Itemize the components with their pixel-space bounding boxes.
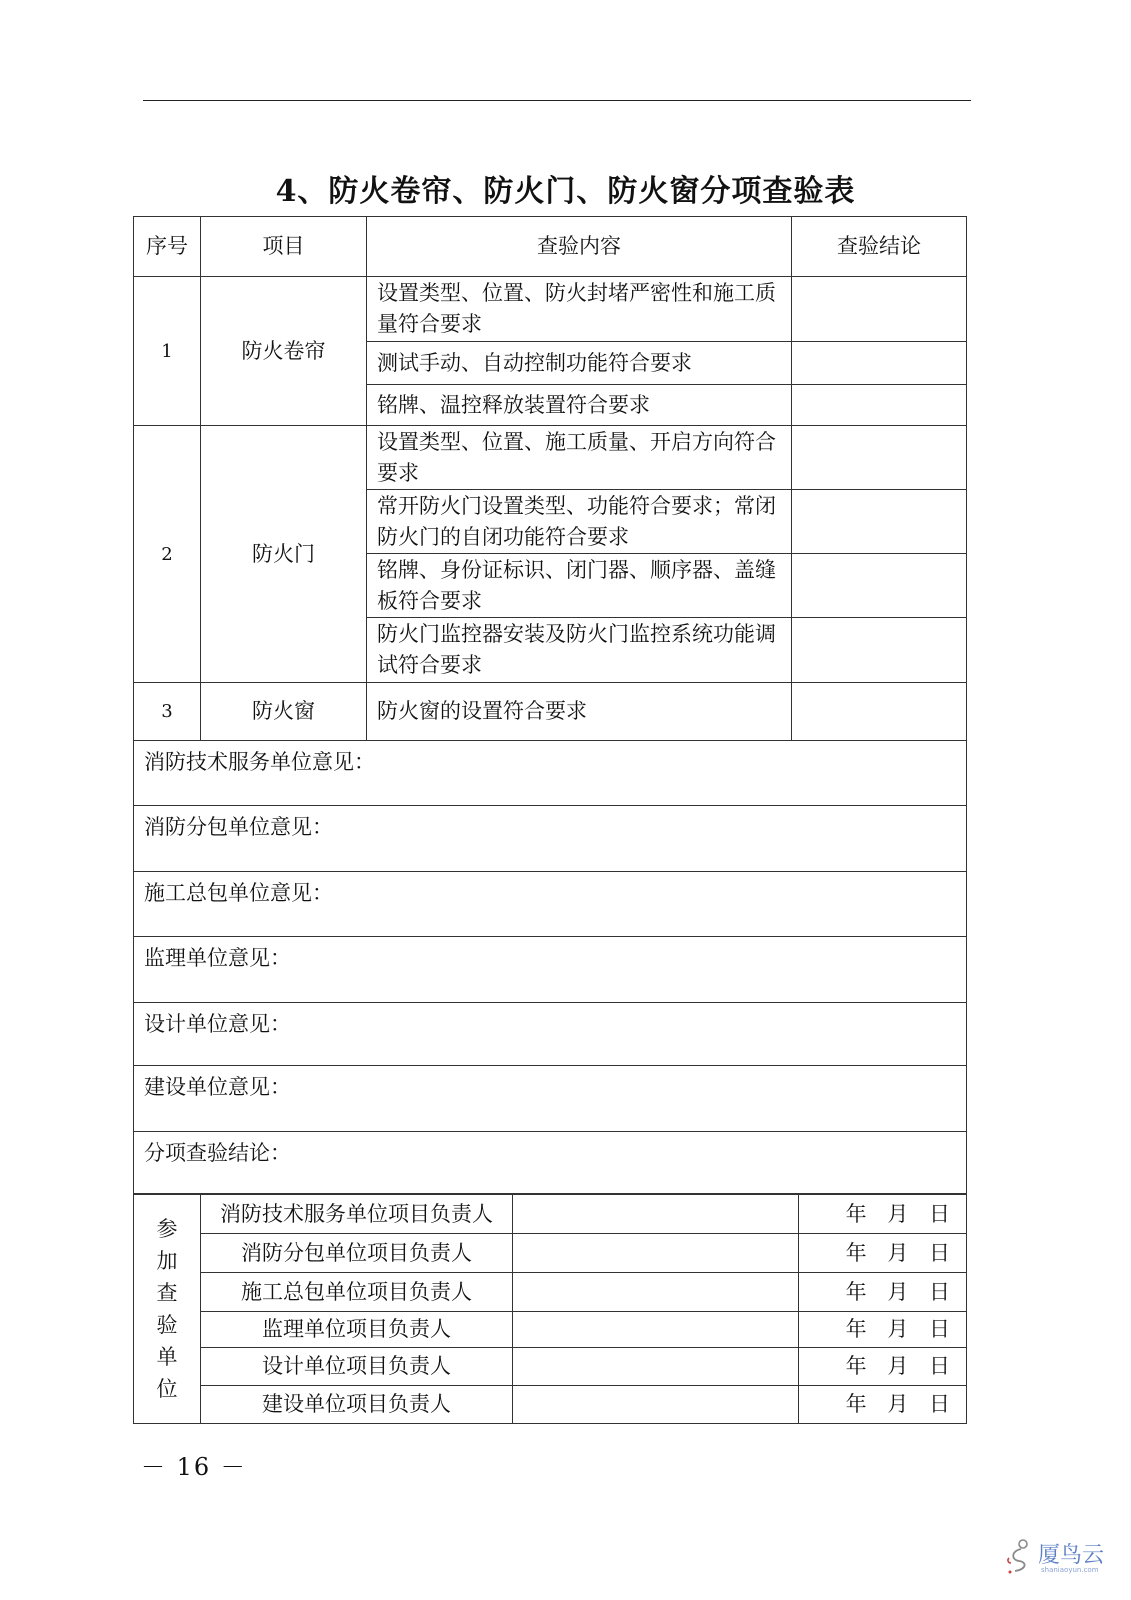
conclusion-cell[interactable]: [792, 490, 967, 554]
signer-role: 监理单位项目负责人: [201, 1312, 513, 1348]
opinion-design[interactable]: 设计单位意见：: [134, 1003, 967, 1066]
signature-field[interactable]: [513, 1386, 799, 1424]
watermark-text: 厦鸟云: [1038, 1543, 1105, 1568]
header-cell-conclusion: 查验结论: [792, 217, 967, 277]
page-title: 4、防火卷帘、防火门、防火窗分项查验表: [275, 174, 856, 209]
row-content: 测试手动、自动控制功能符合要求: [367, 342, 792, 385]
conclusion-cell[interactable]: [792, 683, 967, 741]
inspection-table: [133, 216, 967, 1194]
opinion-general-contractor[interactable]: 施工总包单位意见：: [134, 872, 967, 937]
row-item: 防火窗: [201, 683, 367, 741]
signature-table: [133, 1194, 967, 1424]
date-field[interactable]: 年 月 日: [799, 1312, 967, 1348]
conclusion-cell[interactable]: [792, 426, 967, 490]
table-row: [134, 426, 967, 490]
watermark: [1005, 1536, 1105, 1582]
signer-role: 消防分包单位项目负责人: [201, 1234, 513, 1273]
row-content: 设置类型、位置、施工质量、开启方向符合要求: [367, 426, 792, 490]
conclusion-cell[interactable]: [792, 618, 967, 683]
signature-field[interactable]: [513, 1348, 799, 1386]
table-row: [134, 277, 967, 342]
date-field[interactable]: 年 月 日: [799, 1348, 967, 1386]
header-cell-content: 查验内容: [367, 217, 792, 277]
signature-row: [134, 1195, 967, 1234]
conclusion-cell[interactable]: [792, 554, 967, 618]
opinion-fire-subcontractor[interactable]: 消防分包单位意见：: [134, 806, 967, 872]
bird-logo-icon: [1005, 1536, 1037, 1576]
date-field[interactable]: 年 月 日: [799, 1195, 967, 1234]
conclusion-cell[interactable]: [792, 385, 967, 426]
row-item: 防火门: [201, 426, 367, 683]
conclusion-cell[interactable]: [792, 277, 967, 342]
header-cell-item: 项目: [201, 217, 367, 277]
row-content: 设置类型、位置、防火封堵严密性和施工质量符合要求: [367, 277, 792, 342]
signature-row: [134, 1348, 967, 1386]
signature-row: [134, 1273, 967, 1312]
row-item: 防火卷帘: [201, 277, 367, 426]
signature-field[interactable]: [513, 1195, 799, 1234]
signature-field[interactable]: [513, 1273, 799, 1312]
signer-role: 设计单位项目负责人: [201, 1348, 513, 1386]
participating-units-label: 参 加 查 验 单 位: [134, 1195, 201, 1424]
signer-role: 建设单位项目负责人: [201, 1386, 513, 1424]
header-rule: [143, 100, 971, 101]
row-no: 1: [134, 277, 201, 426]
row-content: 防火门监控器安装及防火门监控系统功能调试符合要求: [367, 618, 792, 683]
signature-field[interactable]: [513, 1234, 799, 1273]
signature-row: [134, 1386, 967, 1424]
watermark-url: shaniaoyun.com: [1041, 1566, 1099, 1574]
signature-row: [134, 1312, 967, 1348]
opinion-construction[interactable]: 建设单位意见：: [134, 1066, 967, 1132]
signer-role: 施工总包单位项目负责人: [201, 1273, 513, 1312]
date-field[interactable]: 年 月 日: [799, 1273, 967, 1312]
page-number: － 16 －: [141, 1453, 247, 1481]
opinion-supervision[interactable]: 监理单位意见：: [134, 937, 967, 1003]
header-cell-no: 序号: [134, 217, 201, 277]
row-content: 铭牌、身份证标识、闭门器、顺序器、盖缝板符合要求: [367, 554, 792, 618]
table-header-row: [134, 217, 967, 277]
row-no: 3: [134, 683, 201, 741]
row-no: 2: [134, 426, 201, 683]
row-content: 铭牌、温控释放装置符合要求: [367, 385, 792, 426]
date-field[interactable]: 年 月 日: [799, 1234, 967, 1273]
opinion-fire-tech-service[interactable]: 消防技术服务单位意见：: [134, 741, 967, 806]
signature-row: [134, 1234, 967, 1273]
signer-role: 消防技术服务单位项目负责人: [201, 1195, 513, 1234]
row-content: 常开防火门设置类型、功能符合要求；常闭防火门的自闭功能符合要求: [367, 490, 792, 554]
signature-field[interactable]: [513, 1312, 799, 1348]
row-content: 防火窗的设置符合要求: [367, 683, 792, 741]
date-field[interactable]: 年 月 日: [799, 1386, 967, 1424]
opinion-conclusion[interactable]: 分项查验结论：: [134, 1132, 967, 1194]
conclusion-cell[interactable]: [792, 342, 967, 385]
table-row: [134, 683, 967, 741]
